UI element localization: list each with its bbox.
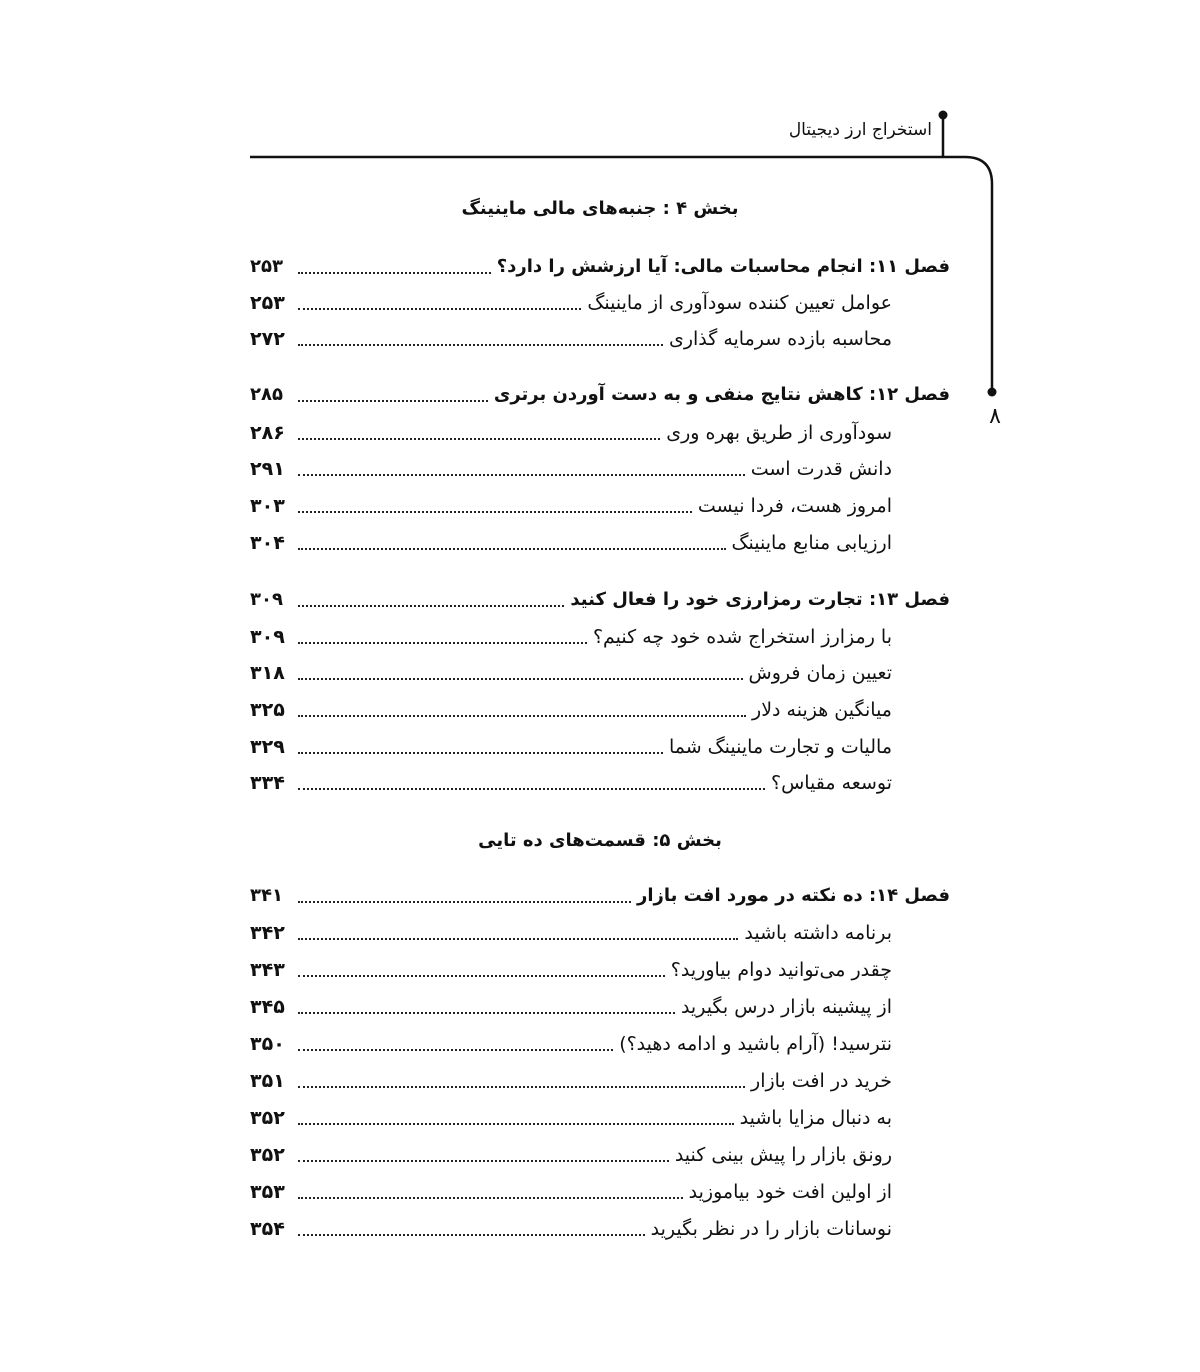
section-title: عوامل تعیین کننده سودآوری از ماینینگ (587, 292, 892, 314)
page-ref: ۳۵۱ (250, 1070, 285, 1092)
page-ref: ۳۴۵ (250, 996, 285, 1018)
chapter-title: فصل ۱۲: کاهش نتایج منفی و به دست آوردن برتری (493, 384, 950, 405)
dot-leader (298, 272, 491, 274)
page-ref: ۳۳۴ (250, 772, 285, 794)
section-title: تعیین زمان فروش (748, 662, 892, 684)
page-ref: ۳۵۲ (250, 1107, 285, 1129)
rule-bottom-dot (988, 388, 997, 397)
chapter-title: فصل ۱۴: ده نکته در مورد افت بازار (636, 885, 950, 906)
page-ref: ۳۵۳ (250, 1181, 285, 1203)
dot-leader (298, 548, 726, 550)
section-row[interactable] (250, 916, 892, 950)
section-title: نترسید! (آرام باشید و ادامه دهید؟) (619, 1033, 892, 1055)
dot-leader (298, 678, 743, 680)
chapter-row[interactable] (250, 879, 950, 913)
section-title: از پیشینه بازار درس بگیرید (680, 996, 892, 1018)
chapter-row[interactable] (250, 378, 950, 412)
chapter-title: فصل ۱۱: انجام محاسبات مالی: آیا ارزشش را دارد؟ (496, 256, 950, 277)
page-ref: ۳۲۵ (250, 699, 285, 721)
page-ref: ۳۵۴ (250, 1218, 285, 1240)
section-title: از اولین افت خود بیاموزید (688, 1181, 892, 1203)
dot-leader (298, 400, 488, 402)
section-title: مالیات و تجارت ماینینگ شما (668, 736, 892, 758)
section-row[interactable] (250, 1064, 892, 1098)
dot-leader (298, 1086, 745, 1088)
page-ref: ۳۴۱ (250, 885, 283, 906)
section-title: نوسانات بازار را در نظر بگیرید (650, 1218, 892, 1240)
page-ref: ۳۰۴ (250, 532, 285, 554)
section-row[interactable] (250, 1175, 892, 1209)
page-ref: ۲۵۳ (250, 256, 283, 277)
section-row[interactable] (250, 286, 892, 320)
dot-leader (298, 1197, 683, 1199)
section-row[interactable] (250, 620, 892, 654)
section-row[interactable] (250, 1212, 892, 1246)
page-ref: ۲۷۲ (250, 328, 285, 350)
section-row[interactable] (250, 730, 892, 764)
dot-leader (298, 605, 564, 607)
section-title: به دنبال مزایا باشید (739, 1107, 892, 1129)
dot-leader (298, 788, 765, 790)
section-title: ارزیابی منابع ماینینگ (731, 532, 892, 554)
dot-leader (298, 438, 660, 440)
section-title: سودآوری از طریق بهره وری (666, 422, 892, 444)
chapter-title: فصل ۱۳: تجارت رمزارزی خود را فعال کنید (570, 589, 950, 610)
part-heading: بخش ۵: قسمت‌های ده تایی (478, 830, 722, 851)
section-title: دانش قدرت است (750, 458, 892, 480)
section-row[interactable] (250, 322, 892, 356)
dot-leader (298, 642, 587, 644)
dot-leader (298, 1012, 675, 1014)
dot-leader (298, 1123, 734, 1125)
dot-leader (298, 752, 663, 754)
section-row[interactable] (250, 1138, 892, 1172)
dot-leader (298, 938, 738, 940)
dot-leader (298, 308, 581, 310)
dot-leader (298, 901, 631, 903)
page-ref: ۳۰۹ (250, 589, 283, 610)
section-title: میانگین هزینه دلار (752, 699, 892, 721)
dot-leader (298, 474, 745, 476)
section-row[interactable] (250, 953, 892, 987)
page-ref: ۳۵۰ (250, 1033, 285, 1055)
section-row[interactable] (250, 416, 892, 450)
book-title: استخراج ارز دیجیتال (788, 120, 932, 140)
section-title: چقدر می‌توانید دوام بیاورید؟ (670, 959, 892, 981)
page-ref: ۳۴۲ (250, 922, 285, 944)
dot-leader (298, 715, 746, 717)
section-title: امروز هست، فردا نیست (697, 495, 892, 517)
section-row[interactable] (250, 766, 892, 800)
dot-leader (298, 975, 665, 977)
section-title: با رمزارز استخراج شده خود چه کنیم؟ (592, 626, 892, 648)
page-ref: ۳۰۹ (250, 626, 285, 648)
section-row[interactable] (250, 1027, 892, 1061)
page-ref: ۳۱۸ (250, 662, 285, 684)
section-title: رونق بازار را پیش بینی کنید (674, 1144, 892, 1166)
page-number: ۸ (989, 404, 1001, 429)
section-title: خرید در افت بازار (751, 1070, 892, 1092)
section-row[interactable] (250, 693, 892, 727)
dot-leader (298, 1234, 645, 1236)
page-ref: ۲۸۶ (250, 422, 285, 444)
page-ref: ۳۲۹ (250, 736, 285, 758)
part-heading: بخش ۴ : جنبه‌های مالی ماینینگ (461, 198, 739, 219)
page-ref: ۲۵۳ (250, 292, 285, 314)
page-ref: ۲۸۵ (250, 384, 283, 405)
section-row[interactable] (250, 656, 892, 690)
page-ref: ۲۹۱ (250, 458, 285, 480)
section-row[interactable] (250, 1101, 892, 1135)
section-row[interactable] (250, 990, 892, 1024)
dot-leader (298, 1160, 669, 1162)
page-ref: ۳۵۲ (250, 1144, 285, 1166)
dot-leader (298, 511, 692, 513)
section-row[interactable] (250, 526, 892, 560)
page-ref: ۳۴۳ (250, 959, 285, 981)
page-ref: ۳۰۳ (250, 495, 285, 517)
section-title: توسعه مقیاس؟ (770, 772, 892, 794)
section-row[interactable] (250, 489, 892, 523)
section-row[interactable] (250, 452, 892, 486)
section-title: برنامه داشته باشید (744, 922, 892, 944)
dot-leader (298, 344, 663, 346)
section-title: محاسبه بازده سرمایه گذاری (668, 328, 892, 350)
chapter-row[interactable] (250, 583, 950, 617)
dot-leader (298, 1049, 613, 1051)
chapter-row[interactable] (250, 250, 950, 284)
